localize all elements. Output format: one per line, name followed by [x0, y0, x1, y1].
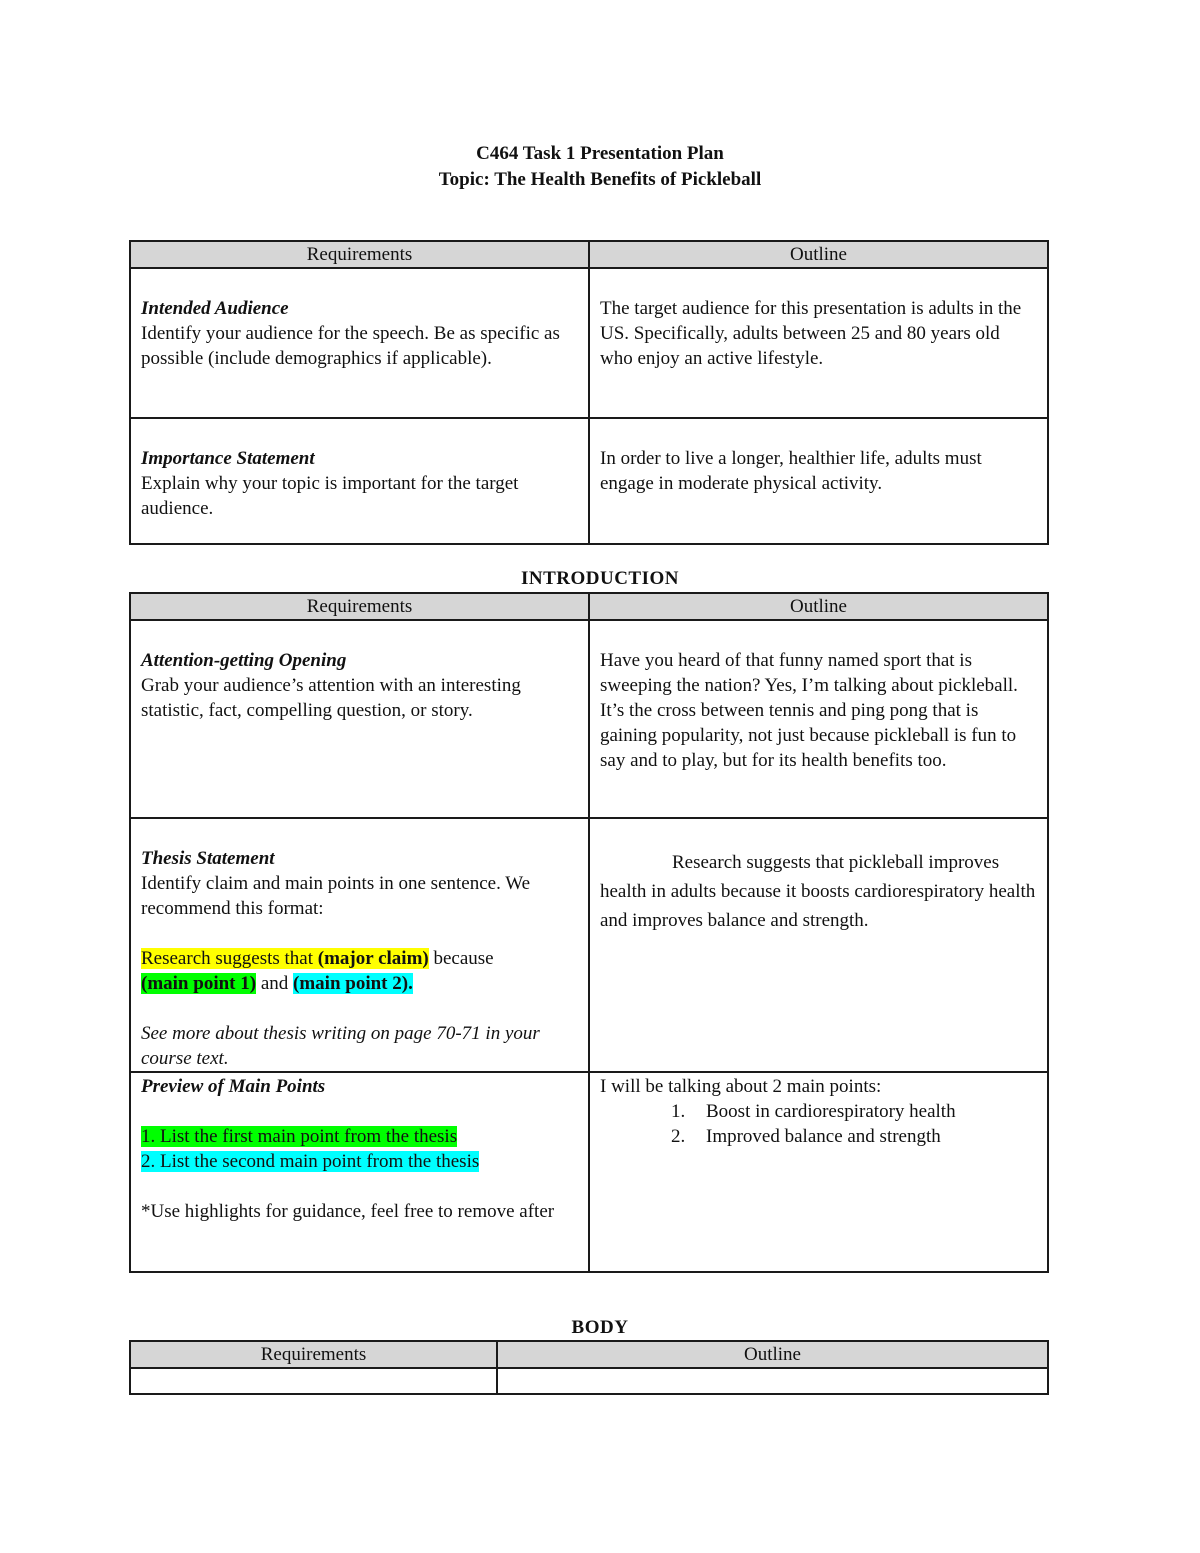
- requirements-header: Requirements: [130, 593, 589, 620]
- list-item[interactable]: [600, 1099, 1037, 1124]
- preview-item-2: 2. List the second main point from the thesis: [141, 1151, 480, 1172]
- table-row: [130, 818, 1048, 1072]
- introduction-heading: INTRODUCTION: [520, 568, 680, 589]
- thesis-format-lead: Research suggests that: [141, 948, 318, 969]
- table-row: [130, 1072, 1048, 1272]
- body-outline-cell[interactable]: [497, 1368, 1048, 1394]
- table-row: [130, 418, 1048, 544]
- preview-item-1: 1. List the first main point from the thesis: [141, 1126, 458, 1147]
- intended-audience-outline[interactable]: The target audience for this presentation is adults in the US. Specifically, adults between 25 and 80 years old who enjoy an active lifestyle.: [600, 298, 1022, 369]
- main-point-1-placeholder: (main point 1): [141, 973, 257, 994]
- thesis-format-example: [141, 946, 578, 996]
- requirements-header: Requirements: [130, 1341, 497, 1368]
- table-row: [130, 1368, 1048, 1394]
- importance-statement-instructions: Explain why your topic is important for the target audience.: [141, 473, 519, 519]
- preview-outline-intro[interactable]: I will be talking about 2 main points:: [600, 1076, 882, 1097]
- introduction-table: [129, 592, 1049, 1273]
- thesis-statement-outline[interactable]: [600, 848, 1037, 935]
- thesis-statement-instructions: Identify claim and main points in one sentence. We recommend this format:: [141, 873, 531, 919]
- body-heading: BODY: [571, 1317, 629, 1338]
- highlight-guidance-note: *Use highlights for guidance, feel free to remove after: [141, 1201, 555, 1222]
- table-header-row: [130, 241, 1048, 268]
- table-row: [130, 268, 1048, 418]
- body-requirements-cell[interactable]: [130, 1368, 497, 1394]
- document-title: C464 Task 1 Presentation Plan: [476, 143, 724, 164]
- main-point-2-placeholder: (main point 2).: [293, 973, 413, 994]
- preview-main-points-title: Preview of Main Points: [141, 1076, 326, 1097]
- thesis-format-and: and: [256, 973, 294, 994]
- outline-header: Outline: [497, 1341, 1048, 1368]
- document-topic: Topic: The Health Benefits of Pickleball: [438, 169, 762, 190]
- major-claim-placeholder: (major claim): [317, 948, 429, 969]
- list-number: 1.: [671, 1101, 686, 1122]
- importance-statement-title: Importance Statement: [141, 448, 315, 469]
- main-points-list: [600, 1099, 1037, 1149]
- attention-opening-outline[interactable]: Have you heard of that funny named sport that is sweeping the nation? Yes, I’m talking about pickleball. It’s the cross between tennis and ping pong that is gaining popularity, not just because pickleball is fun to say and to play, but for its health benefits too.: [600, 650, 1018, 771]
- attention-opening-title: Attention-getting Opening: [141, 650, 347, 671]
- overview-table: [129, 240, 1049, 545]
- outline-header: Outline: [589, 241, 1048, 268]
- thesis-statement-text: Research suggests that pickleball improves health in adults because it boosts cardiorespiratory health and improves balance and strength.: [600, 852, 1036, 931]
- main-point-text: Boost in cardiorespiratory health: [706, 1101, 956, 1122]
- intended-audience-title: Intended Audience: [141, 298, 289, 319]
- main-point-text: Improved balance and strength: [706, 1126, 941, 1147]
- importance-statement-outline[interactable]: In order to live a longer, healthier life, adults must engage in moderate physical activity.: [600, 448, 982, 494]
- thesis-statement-title: Thesis Statement: [141, 848, 275, 869]
- list-item[interactable]: [600, 1124, 1037, 1149]
- table-header-row: [130, 1341, 1048, 1368]
- requirements-header: Requirements: [130, 241, 589, 268]
- outline-header: Outline: [589, 593, 1048, 620]
- table-header-row: [130, 593, 1048, 620]
- list-number: 2.: [671, 1126, 686, 1147]
- thesis-format-because: because: [428, 948, 494, 969]
- thesis-writing-note: See more about thesis writing on page 70-71 in your course text.: [141, 1023, 540, 1069]
- attention-opening-instructions: Grab your audience’s attention with an interesting statistic, fact, compelling question, or story.: [141, 675, 521, 721]
- table-row: [130, 620, 1048, 818]
- body-table: [129, 1340, 1049, 1395]
- intended-audience-instructions: Identify your audience for the speech. Be as specific as possible (include demographics if applicable).: [141, 323, 560, 369]
